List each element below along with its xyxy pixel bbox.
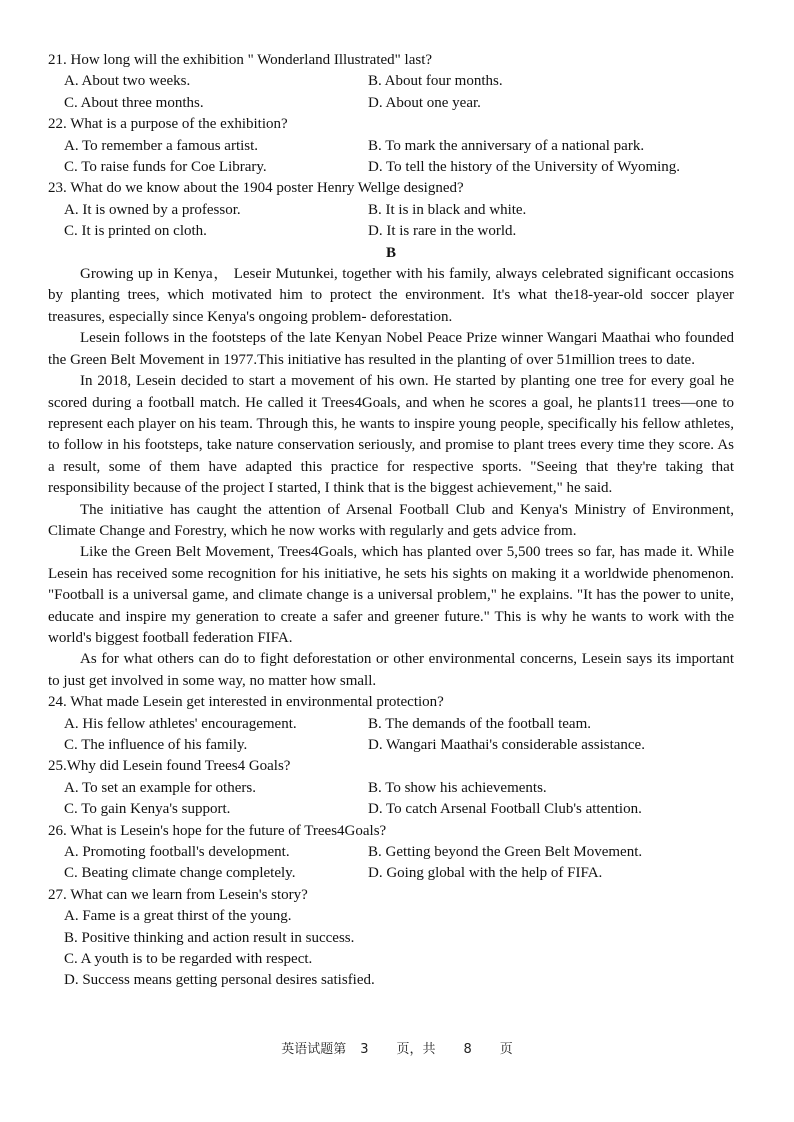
question-25	[48, 756, 734, 820]
option-d: D. To tell the history of the University of Wyoming.	[368, 159, 681, 176]
question-27	[48, 885, 734, 992]
option-c: C. Beating climate change completely.	[64, 865, 296, 882]
option-b: B. About four months.	[368, 73, 503, 90]
option-a: A. To remember a famous artist.	[64, 137, 259, 154]
option-c: C. It is printed on cloth.	[64, 223, 207, 240]
footer-page-number: 3	[360, 1042, 369, 1057]
option-d: D. It is rare in the world.	[368, 223, 517, 240]
option-b: B. The demands of the football team.	[368, 715, 592, 732]
option-d: D. To catch Arsenal Football Club's attention.	[368, 801, 642, 818]
question-stem: 27. What can we learn from Lesein's story?	[48, 886, 308, 903]
page-footer	[0, 1038, 794, 1057]
passage-paragraph: Like the Green Belt Movement, Trees4Goals, which has planted over 5,500 trees so far, has made it. While Lesein has received some recognition for his initiative, he sets his sights on making it a worldwide phenomenon. "Football is a universal game, and climate change is a universal problem," he explains. "It has the power to unite, educate and inspire my generation to create a safer and greener future." This is why he wants to work with the world's biggest football federation FIFA.	[48, 544, 734, 646]
question-stem: 26. What is Lesein's hope for the future of Trees4Goals?	[48, 822, 387, 839]
passage-paragraph: The initiative has caught the attention of Arsenal Football Club and Kenya's Ministry of Environment, Climate Change and Forestry, which he now works with regularly and gets advice from.	[48, 501, 734, 539]
option-b: B. Getting beyond the Green Belt Movement.	[368, 844, 643, 861]
passage-paragraph: Growing up in Kenya， Leseir Mutunkei, together with his family, always celebrated significant occasions by planting trees, which motivated him to protect the environment. It's what the18-year-old soccer player treasures, especially since Kenya's ongoing problem- deforestation.	[48, 266, 734, 325]
passage-paragraph: As for what others can do to fight deforestation or other environmental concerns, Lesein says its important to just get involved in some way, no matter how small.	[48, 651, 734, 689]
option-b: B. To show his achievements.	[368, 779, 547, 796]
question-stem: 24. What made Lesein get interested in environmental protection?	[48, 694, 444, 711]
option-b: B. To mark the anniversary of a national park.	[368, 137, 645, 154]
option-b: B. Positive thinking and action result in success.	[64, 929, 355, 946]
option-c: C. To gain Kenya's support.	[64, 801, 231, 818]
option-a: A. About two weeks.	[64, 73, 191, 90]
option-d: D. Wangari Maathai's considerable assistance.	[368, 737, 645, 753]
question-stem: 25.Why did Lesein found Trees4 Goals?	[48, 758, 291, 775]
question-26	[48, 821, 734, 885]
option-a: A. It is owned by a professor.	[64, 201, 241, 218]
footer-prefix: 英语试题第	[281, 1042, 347, 1057]
question-22	[48, 114, 734, 178]
option-b: B. It is in black and white.	[368, 201, 527, 218]
question-stem: 22. What is a purpose of the exhibition?	[48, 116, 288, 133]
footer-suffix: 页	[499, 1042, 513, 1057]
question-23	[48, 178, 734, 242]
option-a: A. Promoting football's development.	[64, 844, 290, 861]
option-d: D. Success means getting personal desires satisfied.	[64, 972, 375, 989]
passage-paragraph: Lesein follows in the footsteps of the late Kenyan Nobel Peace Prize winner Wangari Maathai who founded the Green Belt Movement in 1977.This initiative has resulted in the planting of over 51million trees to date.	[48, 330, 734, 368]
option-a: A. Fame is a great thirst of the young.	[64, 908, 292, 925]
option-a: A. To set an example for others.	[64, 779, 256, 796]
option-c: C. A youth is to be regarded with respect.	[64, 951, 313, 968]
option-c: C. To raise funds for Coe Library.	[64, 159, 267, 176]
option-c: C. About three months.	[64, 94, 204, 111]
passage-paragraph: In 2018, Lesein decided to start a movement of his own. He started by planting one tree for every goal he scored during a football match. He called it Trees4Goals, and when he scores a goal, he plants11 trees—one to represent each player on his team. Through this, he wants to inspire young people, specifically his fellow athletes, to follow in his footsteps, take nature conservation seriously, and promise to plant trees every time they score. As a result, some of them have adapted this practice for respective sports. "Seeing that they're taking that responsibility because of the project I started, I think that is the biggest achievement," he said.	[48, 373, 734, 497]
option-c: C. The influence of his family.	[64, 737, 248, 753]
option-d: D. About one year.	[368, 94, 481, 111]
footer-mid: 页，共	[396, 1042, 436, 1057]
question-stem: 21. How long will the exhibition " Wonderland Illustrated" last?	[48, 52, 433, 68]
question-24	[48, 692, 734, 756]
option-a: A. His fellow athletes' encouragement.	[64, 715, 297, 732]
reading-passage	[48, 264, 734, 692]
question-21	[48, 50, 734, 114]
section-title: B	[385, 244, 396, 261]
footer-total-pages: 8	[463, 1042, 472, 1057]
option-d: D. Going global with the help of FIFA.	[368, 865, 603, 882]
exam-page	[48, 50, 734, 992]
question-stem: 23. What do we know about the 1904 poster Henry Wellge designed?	[48, 180, 464, 197]
